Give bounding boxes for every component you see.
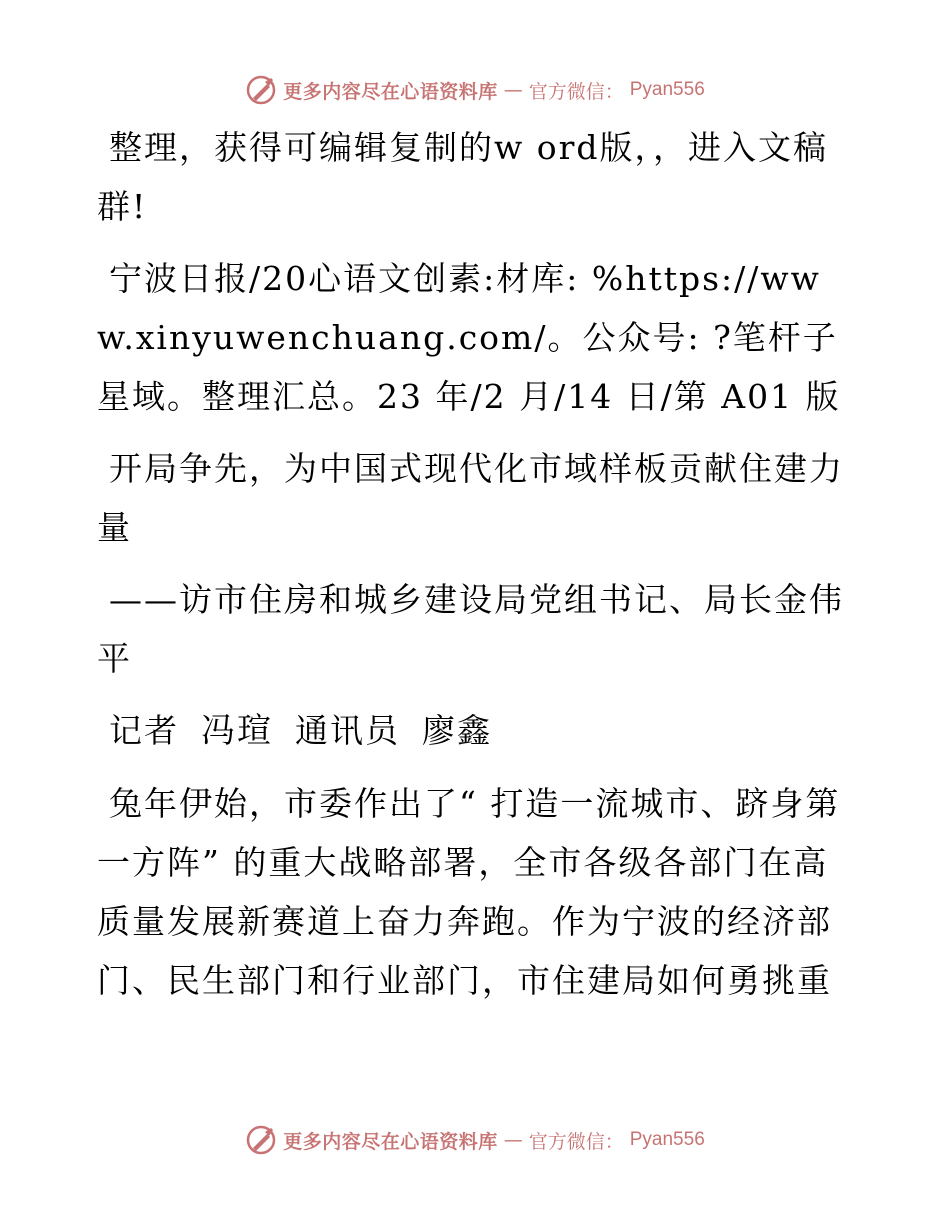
watermark-main-text: 更多内容尽在心语资料库 [283, 1130, 498, 1153]
watermark-sub-text: 官方微信： [528, 80, 624, 103]
document-content [97, 118, 857, 1023]
pen-logo-icon [245, 1124, 277, 1156]
paragraph-body: 兔年伊始，市委作出了“ 打造一流城市、跻身第一方阵” 的重大战略部署，全市各级各部门在高质量发展新赛道上奋力奔跑。作为宁波的经济部门、民生部门和行业部门，市住建局如何勇挑重 [97, 784, 841, 1000]
footer-watermark [0, 1120, 950, 1160]
article-subtitle: ——访市住房和城乡建设局党组书记、局长金伟平 [97, 580, 844, 678]
paragraph-intro: 整理，获得可编辑复制的w ord版，，进入文稿群! [97, 128, 829, 226]
article-title: 开局争先，为中国式现代化市域样板贡献住建力量 [97, 449, 844, 547]
watermark-dash: — [503, 1129, 523, 1151]
watermark-id: Pyan556 [629, 79, 705, 100]
paragraph-source: 宁波日报/20心语文创素:材库: %https://www.xinyuwenchuang.com/。公众号: ?笔杆子星域。整理汇总。23 年/2 月/14 日/第 A01 版 [97, 259, 841, 416]
byline-label-reporter: 记者 [109, 711, 179, 750]
watermark-main-text: 更多内容尽在心语资料库 [283, 80, 498, 103]
header-watermark [0, 70, 950, 110]
watermark-dash: — [503, 79, 523, 101]
byline-name-correspondent: 廖鑫 [422, 711, 492, 750]
pen-logo-icon [245, 74, 277, 106]
watermark-sub-text: 官方微信： [528, 1130, 624, 1153]
byline-name-reporter: 冯瑄 [201, 711, 273, 751]
watermark-id: Pyan556 [629, 1129, 705, 1150]
byline [97, 701, 857, 761]
byline-label-correspondent: 通讯员 [295, 711, 400, 750]
